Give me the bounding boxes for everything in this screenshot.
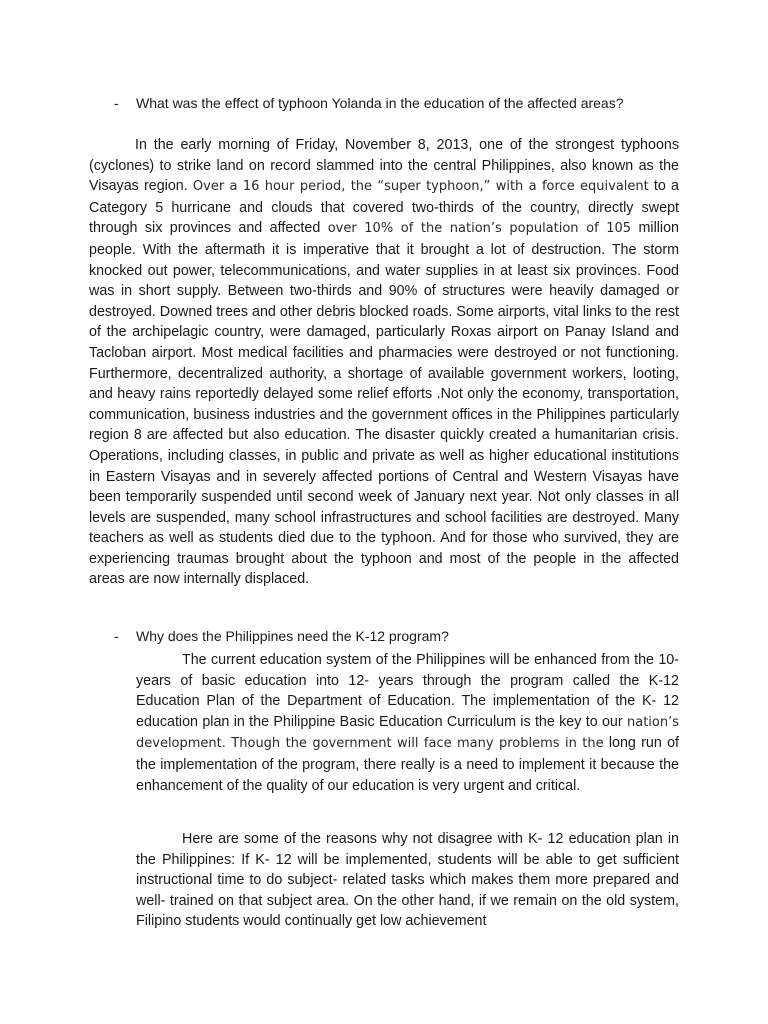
- paragraph-k12-reasons: [136, 829, 679, 932]
- question-text: What was the effect of typhoon Yolanda in the education of the affected areas?: [136, 95, 624, 111]
- paragraph-typhoon-effects: [89, 135, 679, 590]
- paragraph-text-quoted: Over a 16 hour period, the “super typhoon,” with a force equivalent: [192, 179, 649, 195]
- bullet-dash: -: [114, 95, 119, 111]
- question-text: Why does the Philippines need the K-12 program?: [136, 628, 449, 644]
- paragraph-text: to a Category 5 hurricane and clouds that covered two-thirds of the country, directly swept through six provinces and affected: [89, 178, 679, 237]
- paragraph-text: The current education system of the Philippines will be enhanced from the 10- years of basic education into 12- years through the program called the K-12 Education Plan of the Department of Education. The implementation of the K- 12 education plan in the Philippine Basic Education Curriculum is the key to our: [136, 652, 679, 730]
- question-heading-typhoon: [114, 93, 714, 113]
- paragraph-text-quoted: over 10% of the nation’s population of 105: [327, 221, 632, 237]
- paragraph-text: long run of the implementation of the program, there really is a need to implement it because the enhancement of the quality of our education is very urgent and critical.: [136, 735, 679, 794]
- paragraph-text: Here are some of the reasons why not disagree with K- 12 education plan in the Philippines: If K- 12 will be implemented, students will be able to get sufficient instructional time to do subject- related tasks which makes them more prepared and well- trained on that subject area. On the other hand, if we remain on the old system, Filipino students would continually get low achievement: [136, 831, 679, 930]
- bullet-dash: -: [114, 628, 119, 644]
- paragraph-text-quoted: nation’s development. Though the government will face many problems in the: [136, 714, 679, 752]
- paragraph-text: million people. With the aftermath it is imperative that it brought a lot of destruction. The storm knocked out power, telecommunications, and water supplies in at least six provinces. Food was in short supply. Between two-thirds and 90% of structures were heavily damaged or destroyed. Downed trees and other debris blocked roads. Some airports, vital links to the rest of the archipelagic country, were damaged, particularly Roxas airport on Panay Island and Tacloban airport. Most medical facilities and pharmacies were destroyed or not functioning. Furthermore, decentralized authority, a shortage of available government workers, looting, and heavy rains reportedly delayed some relief efforts .Not only the economy, transportation, communication, business industries and the government offices in the Philippines particularly region 8 are affected but also education. The disaster quickly created a humanitarian crisis. Operations, including classes, in public and private as well as higher educational institutions in Eastern Visayas and in severely affected portions of Central and Western Visayas have been temporarily suspended until second week of January next year. Not only classes in all levels are suspended, many school infrastructures and school facilities are destroyed. Many teachers as well as students died due to the typhoon. And for those who survived, they are experiencing traumas brought about the typhoon and most of the people in the affected areas are now internally displaced.: [89, 220, 679, 588]
- paragraph-text: In the early morning of Friday, November 8, 2013, one of the strongest typhoons (cyclones) to strike land on record slammed into the central Philippines, also known as the Visayas region.: [89, 137, 679, 195]
- paragraph-k12-need: [136, 650, 679, 796]
- question-heading-k12: [114, 626, 714, 646]
